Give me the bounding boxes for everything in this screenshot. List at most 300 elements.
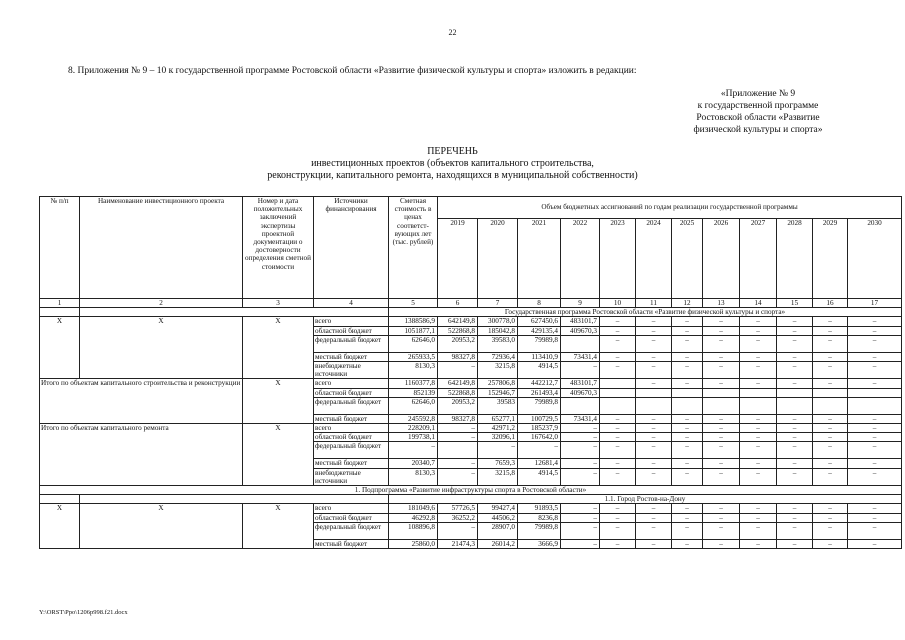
value-cell (600, 379, 636, 388)
value-cell: – (636, 379, 672, 388)
value-cell: – (813, 424, 848, 433)
value-cell: – (848, 352, 902, 361)
value-cell: 483101,7 (561, 317, 600, 326)
value-cell: 152946,7 (478, 388, 518, 397)
value-cell: – (703, 326, 740, 335)
value-cell: 20953,2 (438, 335, 478, 352)
value-cell: – (438, 468, 478, 485)
value-cell: – (740, 326, 777, 335)
value-cell: 79989,8 (518, 397, 561, 414)
value-cell: 99427,4 (478, 504, 518, 513)
document-title (0, 146, 905, 182)
value-cell: – (636, 539, 672, 548)
value-cell: 1051877,1 (389, 326, 438, 335)
funding-source: местный бюджет (314, 352, 389, 361)
value-cell: – (561, 504, 600, 513)
value-cell: – (672, 362, 703, 379)
value-cell: 39583 (478, 397, 518, 414)
value-cell: 79989,8 (518, 522, 561, 539)
column-number: 16 (813, 299, 848, 308)
value-cell (703, 397, 740, 414)
header-no: № п/п (40, 197, 80, 299)
value-cell: 20340,7 (389, 459, 438, 468)
value-cell (672, 388, 703, 397)
value-cell: – (600, 317, 636, 326)
column-number: 14 (740, 299, 777, 308)
value-cell: – (438, 424, 478, 433)
expertise-info: Х (243, 317, 314, 379)
value-cell: – (813, 326, 848, 335)
value-cell: 100729,5 (518, 414, 561, 423)
year-header-2022: 2022 (561, 219, 600, 299)
year-header-2027: 2027 (740, 219, 777, 299)
funding-source: федеральный бюджет (314, 397, 389, 414)
value-cell: 20953,2 (438, 397, 478, 414)
value-cell: – (672, 442, 703, 459)
table-row (40, 504, 902, 513)
title-line: реконструкции, капитального ремонта, находящихся в муниципальной собственности) (267, 170, 638, 181)
value-cell (777, 397, 813, 414)
value-cell: 8236,8 (518, 513, 561, 522)
value-cell: – (740, 513, 777, 522)
value-cell: 62646,0 (389, 397, 438, 414)
value-cell (813, 397, 848, 414)
funding-source: областной бюджет (314, 326, 389, 335)
value-cell: 245592,8 (389, 414, 438, 423)
funding-source: всего (314, 317, 389, 326)
subprogram-heading-row (40, 486, 902, 495)
value-cell: – (813, 539, 848, 548)
value-cell: – (813, 379, 848, 388)
value-cell: – (561, 424, 600, 433)
value-cell: – (848, 522, 902, 539)
value-cell: – (703, 362, 740, 379)
funding-source: областной бюджет (314, 433, 389, 442)
funding-source: местный бюджет (314, 539, 389, 548)
value-cell: 7659,3 (478, 459, 518, 468)
value-cell: – (813, 442, 848, 459)
value-cell: – (813, 433, 848, 442)
value-cell: – (777, 459, 813, 468)
year-header-2024: 2024 (636, 219, 672, 299)
year-header-2026: 2026 (703, 219, 740, 299)
header-expertise: Номер и дата положительных заключений экспертизы проектной документации о достоверности определения сметной стоимости (243, 197, 314, 299)
value-cell: 8130,3 (389, 468, 438, 485)
value-cell: – (848, 362, 902, 379)
value-cell: – (740, 352, 777, 361)
value-cell: – (703, 433, 740, 442)
value-cell: 409670,3 (561, 326, 600, 335)
funding-source: местный бюджет (314, 414, 389, 423)
value-cell: – (740, 424, 777, 433)
value-cell: – (813, 362, 848, 379)
value-cell: 265933,5 (389, 352, 438, 361)
value-cell: 261493,4 (518, 388, 561, 397)
value-cell: – (813, 459, 848, 468)
funding-source: местный бюджет (314, 459, 389, 468)
expertise-info: Х (243, 424, 314, 486)
value-cell: – (636, 335, 672, 352)
header-sources: Источники финансирования (314, 197, 389, 299)
value-cell: 113410,9 (518, 352, 561, 361)
value-cell: – (636, 362, 672, 379)
value-cell: – (848, 335, 902, 352)
section-spacer (40, 308, 80, 317)
value-cell (636, 397, 672, 414)
funding-source: федеральный бюджет (314, 442, 389, 459)
value-cell: – (636, 414, 672, 423)
total-label: Итого по объектам капитального строительства и реконструкции (40, 379, 243, 424)
project-name: Х (80, 317, 243, 379)
funding-source: всего (314, 504, 389, 513)
value-cell: – (848, 414, 902, 423)
value-cell: – (703, 513, 740, 522)
value-cell: – (777, 317, 813, 326)
value-cell: – (636, 326, 672, 335)
value-cell: 91893,5 (518, 504, 561, 513)
value-cell: – (703, 539, 740, 548)
value-cell: 42971,2 (478, 424, 518, 433)
value-cell: – (561, 468, 600, 485)
investment-projects-table (39, 196, 902, 549)
value-cell: – (636, 317, 672, 326)
value-cell: 108896,8 (389, 522, 438, 539)
column-number: 4 (314, 299, 389, 308)
header-cost: Сметная стоимость в ценах соответст-вующих лет (тыс. рублей) (389, 197, 438, 299)
value-cell: 39583,0 (478, 335, 518, 352)
funding-source: внебюджетные источники (314, 362, 389, 379)
value-cell (813, 388, 848, 397)
value-cell: – (777, 522, 813, 539)
value-cell (740, 388, 777, 397)
year-header-2020: 2020 (478, 219, 518, 299)
value-cell: – (561, 433, 600, 442)
column-number: 11 (636, 299, 672, 308)
value-cell: – (672, 379, 703, 388)
value-cell: – (740, 317, 777, 326)
value-cell: – (740, 433, 777, 442)
value-cell: – (600, 504, 636, 513)
value-cell: 25860,0 (389, 539, 438, 548)
year-header-2021: 2021 (518, 219, 561, 299)
value-cell: – (703, 468, 740, 485)
value-cell: 1160377,8 (389, 379, 438, 388)
value-cell: – (777, 433, 813, 442)
table-row (40, 317, 902, 326)
value-cell: – (813, 335, 848, 352)
appendix-line: Ростовской области «Развитие (696, 113, 820, 123)
value-cell: – (438, 459, 478, 468)
value-cell: 98327,8 (438, 352, 478, 361)
value-cell: – (438, 522, 478, 539)
funding-source: федеральный бюджет (314, 335, 389, 352)
value-cell: 73431,4 (561, 414, 600, 423)
value-cell: – (740, 335, 777, 352)
value-cell: – (636, 352, 672, 361)
value-cell: – (672, 513, 703, 522)
total-label: Итого по объектам капитального ремонта (40, 424, 243, 486)
value-cell: 167642,0 (518, 433, 561, 442)
value-cell: – (777, 442, 813, 459)
value-cell: 4914,5 (518, 362, 561, 379)
funding-source: федеральный бюджет (314, 522, 389, 539)
value-cell: 409670,3 (561, 388, 600, 397)
intro-text: 8. Приложения № 9 – 10 к государственной программе Ростовской области «Развитие физической культуры и спорта» изложить в редакции: (68, 66, 637, 76)
value-cell: 185237,9 (518, 424, 561, 433)
value-cell: – (703, 414, 740, 423)
value-cell (561, 397, 600, 414)
value-cell: – (600, 442, 636, 459)
value-cell: – (777, 335, 813, 352)
value-cell: 26014,2 (478, 539, 518, 548)
value-cell: 28907,0 (478, 522, 518, 539)
appendix-line: физической культуры и спорта» (693, 125, 823, 135)
value-cell: – (848, 379, 902, 388)
value-cell: 8130,3 (389, 362, 438, 379)
value-cell: – (777, 352, 813, 361)
column-number: 17 (848, 299, 902, 308)
year-header-2025: 2025 (672, 219, 703, 299)
value-cell: – (600, 513, 636, 522)
subprogram-heading: 1. Подпрограмма «Развитие инфраструктуры спорта в Ростовской области» (40, 486, 902, 495)
column-number: 5 (389, 299, 438, 308)
value-cell: 185042,8 (478, 326, 518, 335)
year-header-2028: 2028 (777, 219, 813, 299)
value-cell: 199738,1 (389, 433, 438, 442)
city-heading (80, 495, 389, 504)
value-cell: – (777, 326, 813, 335)
file-path-footer: Y:\ORST\Ppo\1206p998.f21.docx (39, 609, 128, 616)
value-cell: – (672, 424, 703, 433)
value-cell (777, 388, 813, 397)
value-cell: – (672, 504, 703, 513)
funding-source: всего (314, 424, 389, 433)
value-cell (848, 388, 902, 397)
value-cell: – (777, 414, 813, 423)
value-cell: – (636, 442, 672, 459)
value-cell: – (740, 414, 777, 423)
value-cell (672, 397, 703, 414)
value-cell: – (672, 352, 703, 361)
column-number: 7 (478, 299, 518, 308)
value-cell (561, 335, 600, 352)
expertise-info: Х (243, 504, 314, 549)
value-cell: – (672, 335, 703, 352)
value-cell: 3215,8 (478, 468, 518, 485)
value-cell: – (600, 414, 636, 423)
value-cell: 57726,5 (438, 504, 478, 513)
column-number: 6 (438, 299, 478, 308)
value-cell: – (703, 335, 740, 352)
value-cell: – (672, 468, 703, 485)
value-cell: 483101,7 (561, 379, 600, 388)
column-number: 12 (672, 299, 703, 308)
value-cell: 62646,0 (389, 335, 438, 352)
funding-source: всего (314, 379, 389, 388)
value-cell: – (438, 433, 478, 442)
value-cell: – (703, 522, 740, 539)
value-cell: 36252,2 (438, 513, 478, 522)
value-cell: – (813, 522, 848, 539)
header-volume: Объем бюджетных ассигнований по годам реализации государственной программы (438, 197, 902, 219)
value-cell: – (636, 459, 672, 468)
year-header-2030: 2030 (848, 219, 902, 299)
value-cell: – (777, 379, 813, 388)
program-heading-title: Государственная программа Ростовской области «Развитие физической культуры и спорта» (389, 308, 902, 317)
value-cell: – (848, 433, 902, 442)
value-cell: – (813, 317, 848, 326)
value-cell: – (561, 539, 600, 548)
value-cell: – (848, 468, 902, 485)
value-cell: – (848, 424, 902, 433)
value-cell: – (518, 442, 561, 459)
value-cell: – (777, 513, 813, 522)
row-number: Х (40, 317, 80, 379)
header-name: Наименование инвестиционного проекта (80, 197, 243, 299)
value-cell: 522868,8 (438, 388, 478, 397)
value-cell: – (703, 442, 740, 459)
value-cell: – (777, 539, 813, 548)
value-cell (636, 388, 672, 397)
value-cell: 257806,8 (478, 379, 518, 388)
value-cell: – (848, 317, 902, 326)
value-cell (740, 397, 777, 414)
value-cell (600, 388, 636, 397)
value-cell: – (740, 459, 777, 468)
value-cell: – (740, 442, 777, 459)
value-cell: 21474,3 (438, 539, 478, 548)
value-cell: – (703, 504, 740, 513)
value-cell: 642149,8 (438, 379, 478, 388)
year-header-2023: 2023 (600, 219, 636, 299)
value-cell: 46292,8 (389, 513, 438, 522)
value-cell: 442212,7 (518, 379, 561, 388)
value-cell: – (848, 442, 902, 459)
value-cell: – (672, 414, 703, 423)
value-cell: – (478, 442, 518, 459)
page-number: 22 (448, 28, 457, 37)
value-cell: 72936,4 (478, 352, 518, 361)
value-cell: – (813, 513, 848, 522)
value-cell: – (389, 442, 438, 459)
value-cell: – (703, 459, 740, 468)
value-cell: – (600, 539, 636, 548)
title-line: инвестиционных проектов (объектов капитального строительства, (311, 158, 594, 169)
value-cell: – (672, 326, 703, 335)
value-cell: – (636, 522, 672, 539)
value-cell: – (740, 504, 777, 513)
value-cell: – (636, 468, 672, 485)
value-cell (600, 397, 636, 414)
value-cell: – (813, 352, 848, 361)
value-cell: – (813, 504, 848, 513)
value-cell: 4914,5 (518, 468, 561, 485)
value-cell: 852139 (389, 388, 438, 397)
value-cell: – (672, 433, 703, 442)
value-cell: 44506,2 (478, 513, 518, 522)
value-cell: – (703, 317, 740, 326)
value-cell: 3666,9 (518, 539, 561, 548)
value-cell: 627450,6 (518, 317, 561, 326)
column-number: 9 (561, 299, 600, 308)
column-number: 1 (40, 299, 80, 308)
value-cell: – (777, 424, 813, 433)
city-heading-row (40, 495, 902, 504)
value-cell (703, 388, 740, 397)
value-cell: – (672, 317, 703, 326)
city-heading-title: 1.1. Город Ростов-на-Дону (389, 495, 902, 504)
title-line: ПЕРЕЧЕНЬ (427, 146, 478, 157)
appendix-line: «Приложение № 9 (720, 89, 796, 99)
value-cell: – (703, 379, 740, 388)
column-number: 13 (703, 299, 740, 308)
value-cell: – (636, 504, 672, 513)
table-row (40, 379, 902, 388)
value-cell: – (777, 504, 813, 513)
value-cell (848, 397, 902, 414)
value-cell: – (600, 468, 636, 485)
value-cell: – (561, 513, 600, 522)
value-cell: – (438, 362, 478, 379)
column-number: 15 (777, 299, 813, 308)
value-cell: – (740, 379, 777, 388)
value-cell: – (600, 362, 636, 379)
value-cell: – (740, 468, 777, 485)
year-header-2029: 2029 (813, 219, 848, 299)
appendix-note (668, 88, 848, 136)
program-heading-row (40, 308, 902, 317)
column-number: 10 (600, 299, 636, 308)
project-name: Х (80, 504, 243, 549)
value-cell: 3215,8 (478, 362, 518, 379)
value-cell: 79989,8 (518, 335, 561, 352)
section-spacer (40, 495, 80, 504)
value-cell: – (703, 424, 740, 433)
value-cell: 642149,8 (438, 317, 478, 326)
value-cell: 429135,4 (518, 326, 561, 335)
value-cell: – (740, 539, 777, 548)
value-cell: – (740, 362, 777, 379)
value-cell: – (672, 459, 703, 468)
value-cell: – (848, 326, 902, 335)
value-cell: 73431,4 (561, 352, 600, 361)
value-cell: – (600, 522, 636, 539)
value-cell: 98327,8 (438, 414, 478, 423)
row-number: Х (40, 504, 80, 549)
appendix-line: к государственной программе (697, 101, 819, 111)
value-cell: 32096,1 (478, 433, 518, 442)
value-cell: – (600, 326, 636, 335)
value-cell: 12681,4 (518, 459, 561, 468)
value-cell: – (777, 468, 813, 485)
value-cell: – (848, 539, 902, 548)
value-cell: – (636, 513, 672, 522)
value-cell: – (561, 522, 600, 539)
value-cell: – (600, 433, 636, 442)
value-cell: 300778,0 (478, 317, 518, 326)
table-row (40, 424, 902, 433)
value-cell: 1388586,9 (389, 317, 438, 326)
column-number: 3 (243, 299, 314, 308)
value-cell: – (600, 459, 636, 468)
value-cell: – (636, 424, 672, 433)
value-cell: – (848, 504, 902, 513)
value-cell (438, 442, 478, 459)
value-cell: – (672, 522, 703, 539)
value-cell: – (636, 433, 672, 442)
funding-source: областной бюджет (314, 513, 389, 522)
value-cell: 228209,1 (389, 424, 438, 433)
